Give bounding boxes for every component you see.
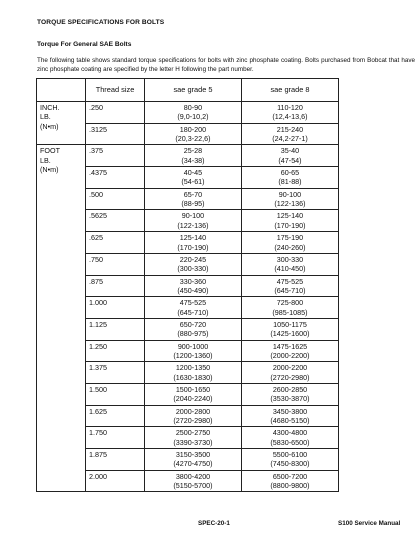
thread-size-cell: .4375 [86, 167, 145, 189]
torque-ft-lb: 40-45 [183, 168, 203, 178]
torque-nm: (4270-4750) [173, 459, 213, 469]
torque-ft-lb: 2000-2200 [272, 363, 308, 373]
thread-size-cell: 1.625 [86, 405, 145, 427]
torque-ft-lb: 3150-3500 [175, 450, 211, 459]
grade-8-cell [242, 145, 339, 167]
torque-nm: (24,2-27-1) [272, 134, 308, 144]
torque-nm: (170-190) [177, 242, 209, 252]
thread-size-cell: 1.875 [86, 449, 145, 471]
thread-size-cell: .3125 [86, 123, 145, 145]
torque-nm: (2720-2980) [173, 416, 213, 426]
torque-nm: (2040-2240) [173, 394, 213, 404]
grade-5-cell [145, 253, 242, 275]
torque-ft-lb: 175-190 [276, 233, 304, 243]
grade-8-cell [242, 470, 339, 492]
unit-cell [37, 145, 86, 492]
torque-ft-lb: 475-525 [179, 298, 207, 308]
grade-5-cell [145, 405, 242, 427]
torque-nm: (122-136) [274, 199, 306, 209]
torque-nm: (8800-9800) [270, 481, 310, 491]
grade-5-cell [145, 232, 242, 254]
header-thread-size: Thread size [86, 79, 145, 102]
grade-8-cell [242, 188, 339, 210]
unit-cell [37, 102, 86, 145]
torque-nm: (5830-6500) [270, 437, 310, 447]
torque-ft-lb: 65-70 [183, 189, 203, 199]
torque-table-body [37, 102, 339, 492]
torque-nm: (410-450) [274, 264, 306, 274]
torque-nm: (2000-2200) [270, 350, 310, 360]
header-grade-8: sae grade 8 [242, 79, 339, 102]
torque-ft-lb: 5500-6100 [272, 450, 308, 459]
torque-ft-lb: 725-800 [276, 298, 304, 308]
header-unit [37, 79, 86, 102]
torque-nm: (170-190) [274, 220, 306, 230]
grade-5-cell [145, 123, 242, 145]
torque-ft-lb: 300-330 [276, 254, 304, 264]
torque-ft-lb: 125-140 [179, 233, 207, 243]
torque-nm: (7450-8300) [270, 459, 310, 469]
torque-ft-lb: 110-120 [277, 103, 303, 112]
torque-nm: (1425-1600) [270, 329, 310, 339]
grade-8-cell [242, 383, 339, 405]
torque-nm: (985-1085) [272, 307, 308, 317]
torque-nm: (240-260) [274, 242, 306, 252]
torque-ft-lb: 330-360 [179, 276, 207, 286]
grade-5-cell [145, 318, 242, 340]
torque-ft-lb: 4300-4800 [272, 428, 308, 438]
thread-size-cell: 1.000 [86, 297, 145, 319]
torque-nm: (1630-1830) [173, 372, 213, 382]
torque-nm: (3530-3870) [270, 394, 310, 404]
manual-name: S100 Service Manual [338, 520, 401, 527]
torque-ft-lb: 3450-3800 [272, 406, 308, 416]
torque-nm: (645-710) [177, 307, 209, 317]
unit-label: LB. [40, 155, 51, 165]
torque-ft-lb: 3800-4200 [175, 471, 211, 481]
grade-5-cell [145, 145, 242, 167]
torque-nm: (34-38) [181, 155, 205, 165]
grade-5-cell [145, 167, 242, 189]
torque-ft-lb: 180-200 [179, 124, 207, 134]
intro-paragraph: The following table shows standard torque specifications for bolts with zinc phosphate coating. Bolts purchased from Bobcat that have zinc phosphate coating are specified by the letter H following the part number. [37, 57, 415, 73]
thread-size-cell: 1.750 [86, 427, 145, 449]
grade-8-cell [242, 449, 339, 471]
thread-size-cell: .875 [86, 275, 145, 297]
torque-nm: (122-136) [177, 220, 209, 230]
torque-nm: (81-88) [278, 177, 302, 187]
grade-5-cell [145, 340, 242, 362]
grade-8-cell [242, 318, 339, 340]
grade-5-cell [145, 210, 242, 232]
torque-nm: (645-710) [274, 285, 306, 295]
torque-table [36, 78, 339, 492]
thread-size-cell: 1.125 [86, 318, 145, 340]
table-row [37, 102, 339, 124]
grade-5-cell [145, 188, 242, 210]
thread-size-cell: 1.500 [86, 383, 145, 405]
torque-ft-lb: 220-245 [179, 254, 207, 264]
torque-ft-lb: 2500-2750 [175, 428, 211, 438]
torque-ft-lb: 6500-7200 [272, 471, 308, 481]
grade-5-cell [145, 362, 242, 384]
torque-nm: (4680-5150) [270, 416, 310, 426]
torque-ft-lb: 125-140 [276, 211, 304, 221]
grade-8-cell [242, 340, 339, 362]
torque-ft-lb: 80-90 [183, 103, 203, 112]
thread-size-cell: .500 [86, 188, 145, 210]
torque-nm: (47-54) [278, 155, 302, 165]
thread-size-cell: .625 [86, 232, 145, 254]
table-row [37, 145, 339, 167]
grade-5-cell [145, 383, 242, 405]
torque-ft-lb: 60-65 [280, 168, 300, 178]
grade-5-cell [145, 297, 242, 319]
grade-8-cell [242, 232, 339, 254]
page-title: TORQUE SPECIFICATIONS FOR BOLTS [37, 19, 165, 26]
thread-size-cell: 1.375 [86, 362, 145, 384]
unit-label: INCH. [40, 103, 60, 112]
grade-8-cell [242, 405, 339, 427]
thread-size-cell: 1.250 [86, 340, 145, 362]
torque-ft-lb: 25-28 [183, 146, 203, 156]
page-number: SPEC-20-1 [198, 520, 230, 527]
torque-nm: (20,3-22,6) [175, 134, 211, 144]
torque-nm: (2720-2980) [270, 372, 310, 382]
grade-8-cell [242, 362, 339, 384]
torque-ft-lb: 1050-1175 [273, 319, 307, 329]
section-title: Torque For General SAE Bolts [37, 41, 132, 48]
unit-label: (N•m) [40, 121, 59, 131]
unit-label: (N•m) [40, 165, 59, 175]
torque-ft-lb: 215-240 [276, 124, 304, 134]
torque-ft-lb: 1500-1650 [175, 384, 211, 394]
torque-nm: (450-490) [177, 285, 209, 295]
grade-5-cell [145, 275, 242, 297]
grade-8-cell [242, 253, 339, 275]
unit-label: FOOT [40, 146, 60, 156]
torque-nm: (1200-1360) [173, 350, 213, 360]
grade-8-cell [242, 123, 339, 145]
thread-size-cell: .5625 [86, 210, 145, 232]
thread-size-cell: .750 [86, 253, 145, 275]
unit-label: LB. [40, 112, 51, 122]
torque-ft-lb: 900-1000 [177, 341, 209, 351]
thread-size-cell: .375 [86, 145, 145, 167]
torque-ft-lb: 1200-1350 [175, 363, 211, 373]
torque-ft-lb: 475-525 [276, 276, 304, 286]
torque-nm: (880-975) [177, 329, 209, 339]
grade-8-cell [242, 275, 339, 297]
torque-nm: (3390-3730) [173, 437, 213, 447]
torque-ft-lb: 650-720 [179, 319, 207, 329]
torque-ft-lb: 90-100 [278, 189, 302, 199]
grade-8-cell [242, 297, 339, 319]
torque-ft-lb: 35-40 [280, 146, 300, 156]
grade-8-cell [242, 210, 339, 232]
grade-8-cell [242, 102, 339, 124]
torque-ft-lb: 2600-2850 [272, 384, 308, 394]
grade-8-cell [242, 167, 339, 189]
torque-ft-lb: 2000-2800 [175, 406, 211, 416]
torque-nm: (9,0-10,2) [177, 112, 209, 122]
grade-5-cell [145, 427, 242, 449]
thread-size-cell: 2.000 [86, 470, 145, 492]
grade-5-cell [145, 449, 242, 471]
header-grade-5: sae grade 5 [145, 79, 242, 102]
grade-5-cell [145, 102, 242, 124]
torque-ft-lb: 1475-1625 [272, 341, 308, 351]
torque-nm: (54-61) [181, 177, 205, 187]
thread-size-cell: .250 [86, 102, 145, 124]
torque-ft-lb: 90-100 [181, 211, 205, 221]
grade-8-cell [242, 427, 339, 449]
torque-nm: (88-95) [181, 199, 205, 209]
table-header-row [37, 79, 339, 102]
torque-nm: (5150-5700) [173, 481, 213, 491]
torque-nm: (300-330) [177, 264, 209, 274]
torque-nm: (12,4-13,6) [272, 112, 308, 122]
grade-5-cell [145, 470, 242, 492]
